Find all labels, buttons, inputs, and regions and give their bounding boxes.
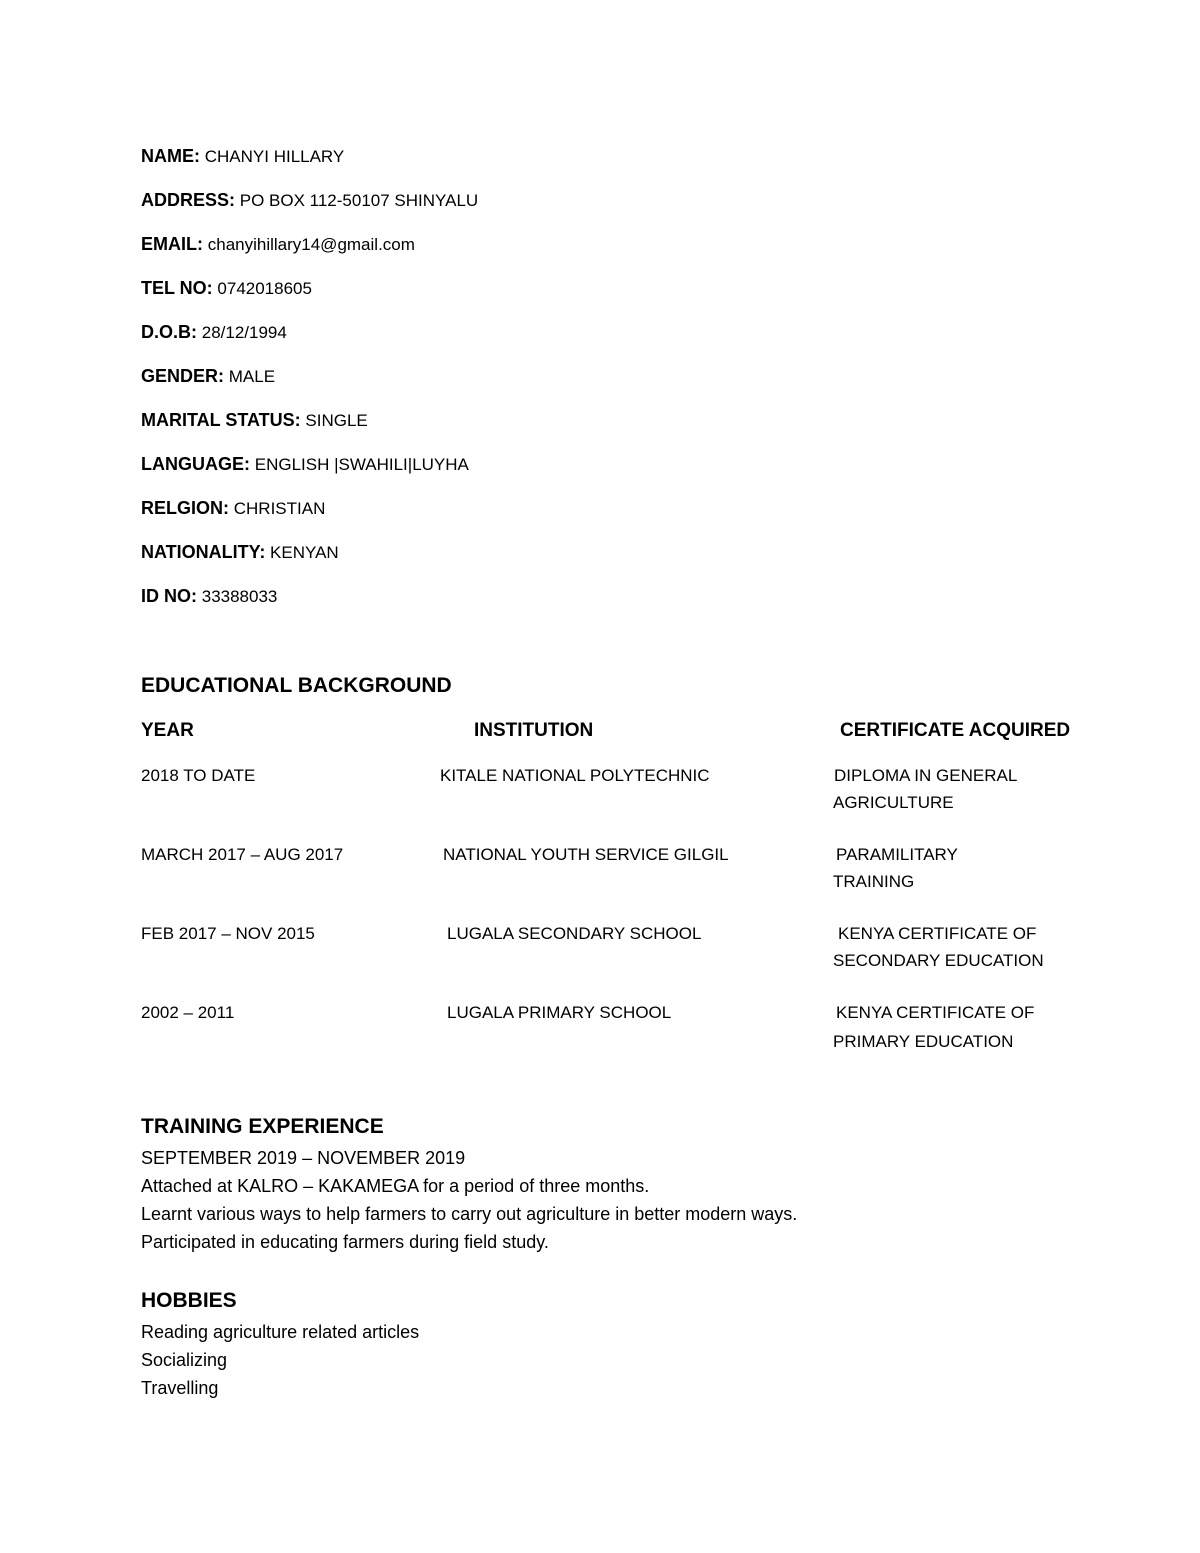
education-year: 2018 TO DATE: [141, 766, 256, 785]
education-institution: LUGALA SECONDARY SCHOOL: [447, 924, 702, 943]
education-certificate-line2: TRAINING: [833, 872, 915, 891]
education-certificate-line1: PARAMILITARY: [836, 845, 958, 864]
language-field: LANGUAGE: ENGLISH |SWAHILI|LUYHA: [141, 454, 469, 474]
tel-field: TEL NO: 0742018605: [141, 278, 312, 298]
education-year: FEB 2017 – NOV 2015: [141, 924, 315, 943]
education-institution: KITALE NATIONAL POLYTECHNIC: [440, 766, 710, 785]
hobby-item: Socializing: [141, 1350, 228, 1370]
email-field: EMAIL: chanyihillary14@gmail.com: [141, 234, 415, 254]
education-year: MARCH 2017 – AUG 2017: [141, 845, 344, 864]
marital-status-field: MARITAL STATUS: SINGLE: [141, 410, 368, 430]
education-certificate-line1: KENYA CERTIFICATE OF: [836, 1003, 1035, 1022]
training-line: SEPTEMBER 2019 – NOVEMBER 2019: [141, 1148, 466, 1168]
education-certificate-line2: PRIMARY EDUCATION: [833, 1032, 1014, 1051]
education-certificate-line1: DIPLOMA IN GENERAL: [834, 766, 1018, 785]
hobby-item: Travelling: [141, 1378, 219, 1398]
gender-field: GENDER: MALE: [141, 366, 276, 386]
hobbies-heading: HOBBIES: [141, 1289, 237, 1312]
year-column-header: YEAR: [141, 720, 194, 741]
institution-column-header: INSTITUTION: [474, 720, 594, 741]
training-line: Participated in educating farmers during field study.: [141, 1232, 549, 1252]
education-institution: NATIONAL YOUTH SERVICE GILGIL: [443, 845, 729, 864]
training-line: Learnt various ways to help farmers to carry out agriculture in better modern ways.: [141, 1204, 798, 1224]
name-field: NAME: CHANYI HILLARY: [141, 146, 345, 166]
training-line: Attached at KALRO – KAKAMEGA for a period of three months.: [141, 1176, 650, 1196]
education-certificate-line1: KENYA CERTIFICATE OF: [838, 924, 1037, 943]
education-certificate-line2: AGRICULTURE: [833, 793, 954, 812]
certificate-column-header: CERTIFICATE ACQUIRED: [840, 720, 1071, 741]
education-heading: EDUCATIONAL BACKGROUND: [141, 674, 452, 697]
id-no-field: ID NO: 33388033: [141, 586, 278, 606]
dob-field: D.O.B: 28/12/1994: [141, 322, 287, 342]
nationality-field: NATIONALITY: KENYAN: [141, 542, 339, 562]
address-field: ADDRESS: PO BOX 112-50107 SHINYALU: [141, 190, 479, 210]
education-certificate-line2: SECONDARY EDUCATION: [833, 951, 1044, 970]
education-institution: LUGALA PRIMARY SCHOOL: [447, 1003, 672, 1022]
hobby-item: Reading agriculture related articles: [141, 1322, 420, 1342]
training-heading: TRAINING EXPERIENCE: [141, 1115, 384, 1138]
education-year: 2002 – 2011: [141, 1003, 235, 1022]
religion-field: RELGION: CHRISTIAN: [141, 498, 326, 518]
